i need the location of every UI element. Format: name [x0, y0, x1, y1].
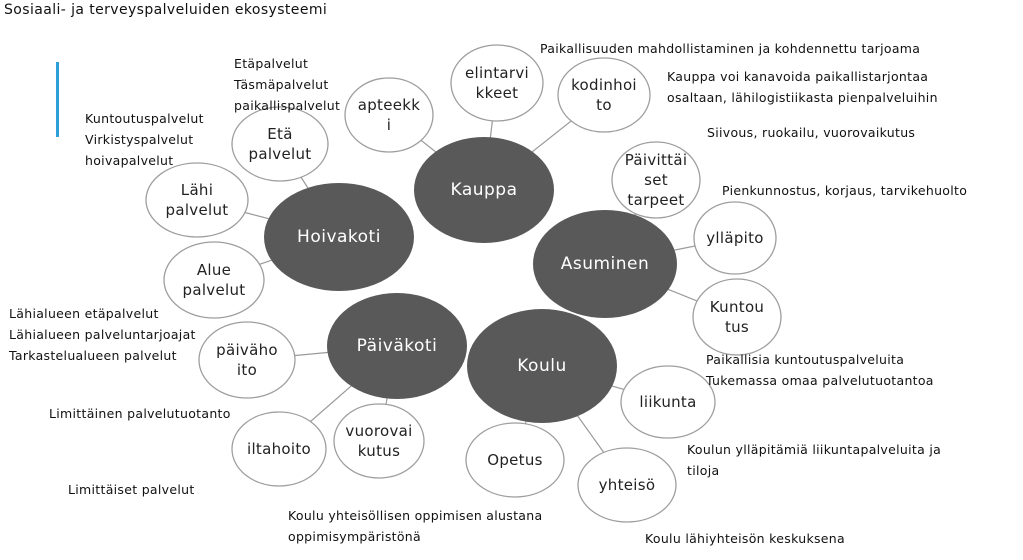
- hub-label: Kauppa: [450, 180, 518, 200]
- satellite-label: Päivittäi set tarpeet: [624, 151, 688, 209]
- annotation-pienkunnostus: [722, 180, 967, 201]
- hub-label: Asuminen: [560, 254, 650, 274]
- hub-label: Hoivakoti: [297, 227, 381, 247]
- annotation-line: paikallispalvelut: [234, 98, 341, 113]
- annotation-line: Täsmäpalvelut: [234, 77, 329, 92]
- annotation-line: Lähialueen etäpalvelut: [9, 306, 159, 321]
- satellite-node-eta: [232, 107, 328, 181]
- satellite-circle: [146, 163, 248, 237]
- satellite-label: ylläpito: [706, 229, 764, 247]
- satellite-node-yhteiso: [578, 448, 676, 522]
- annotation-line: Koulu yhteisöllisen oppimisen alustana: [288, 508, 543, 523]
- annotation-line: oppimisympäristönä: [288, 529, 421, 544]
- satellite-circle: [334, 404, 424, 478]
- annotation-line: Koulun ylläpitämiä liikuntapalveluita ja: [687, 442, 942, 457]
- annotation-kuntoutuspalveluita: [706, 349, 934, 391]
- annotation-line: Kauppa voi kanavoida paikallistarjontaa: [667, 69, 929, 84]
- hub-label: Koulu: [517, 356, 567, 376]
- annotation-siivous: [707, 122, 915, 143]
- hub-node-paivakoti: [327, 293, 467, 399]
- satellite-label: apteekk i: [357, 96, 421, 134]
- hub-node-asuminen: [533, 210, 677, 318]
- annotation-line: Koulu lähiyhteisön keskuksena: [645, 531, 845, 546]
- satellite-node-vuorovaikutus: [334, 404, 424, 478]
- satellite-node-yllapito: [694, 202, 776, 274]
- annotation-lahialue-list: [9, 303, 196, 366]
- annotation-line: Limittäiset palvelut: [68, 482, 195, 497]
- annotation-line: tiloja: [687, 463, 720, 478]
- annotation-line: Tarkastelualueen palvelut: [9, 348, 177, 363]
- annotation-line: Pienkunnostus, korjaus, tarvikehuolto: [722, 183, 968, 198]
- satellite-label: yhteisö: [598, 476, 656, 494]
- satellite-node-elintarvikkeet: [451, 45, 543, 121]
- annotation-line: Lähialueen palveluntarjoajat: [9, 327, 196, 342]
- annotation-line: Siivous, ruokailu, vuorovaikutus: [707, 125, 916, 140]
- satellite-group: [146, 45, 781, 522]
- satellite-label: liikunta: [639, 393, 697, 411]
- hub-label: Päiväkoti: [356, 336, 438, 356]
- annotation-line: hoivapalvelut: [85, 153, 174, 168]
- annotation-liikuntapalveluita: [687, 439, 941, 481]
- satellite-label: Alue palvelut: [182, 261, 246, 299]
- satellite-label: Opetus: [487, 451, 543, 469]
- page-title: Sosiaali- ja terveyspalveluiden ekosysteemi: [4, 2, 328, 18]
- satellite-label: Kuntou tus: [709, 298, 765, 336]
- satellite-node-iltahoito: [232, 412, 326, 486]
- satellite-node-paivahoito: [199, 322, 295, 398]
- annotation-etapalvelut-list: [234, 53, 340, 116]
- annotation-kuntoutus-list: [85, 108, 204, 171]
- satellite-circle: [345, 78, 433, 152]
- annotation-oppimisymparisto: [288, 505, 542, 547]
- annotation-paikallisuus: [540, 38, 920, 59]
- satellite-node-paivittaiset: [612, 142, 700, 218]
- satellite-label: Etä palvelut: [248, 125, 312, 163]
- satellite-node-kuntoutus: [693, 279, 781, 355]
- satellite-circle: [199, 322, 295, 398]
- satellite-label: päiväho ito: [216, 341, 278, 379]
- hub-node-koulu: [467, 309, 617, 423]
- annotation-line: Tukemassa omaa palvelutuotantoa: [706, 373, 934, 388]
- satellite-circle: [232, 107, 328, 181]
- annotation-keskuksena: [645, 528, 845, 549]
- annotation-limittainen-tuotanto: [49, 403, 231, 424]
- satellite-node-kodinhoito: [558, 58, 650, 132]
- hub-node-hoivakoti: [264, 183, 414, 291]
- annotation-line: osaltaan, lähilogistiikasta pienpalveluihin: [667, 90, 938, 105]
- annotation-line: Paikallisia kuntoutuspalveluita: [706, 352, 905, 367]
- satellite-circle: [451, 45, 543, 121]
- satellite-circle: [558, 58, 650, 132]
- satellite-label: elintarvi kkeet: [464, 64, 530, 102]
- satellite-node-apteekki: [345, 78, 433, 152]
- annotation-line: Paikallisuuden mahdollistaminen ja kohdennettu tarjoama: [540, 41, 921, 56]
- satellite-label: vuorovai kutus: [345, 422, 413, 460]
- annotation-line: Virkistyspalvelut: [85, 132, 194, 147]
- annotation-line: Limittäinen palvelutuotanto: [49, 406, 231, 421]
- hub-node-kauppa: [414, 137, 554, 243]
- satellite-node-lahi: [146, 163, 248, 237]
- annotation-line: Kuntoutuspalvelut: [85, 111, 204, 126]
- satellite-label: iltahoito: [246, 440, 312, 458]
- annotation-limittaiset-palvelut: [68, 479, 195, 500]
- satellite-circle: [693, 279, 781, 355]
- satellite-node-opetus: [466, 423, 564, 497]
- satellite-label: Lähi palvelut: [165, 181, 229, 219]
- annotation-line: Etäpalvelut: [234, 56, 309, 71]
- satellite-label: kodinhoi to: [571, 76, 637, 114]
- satellite-node-liikunta: [621, 366, 715, 438]
- annotation-kauppa-kanavoida: [667, 66, 938, 108]
